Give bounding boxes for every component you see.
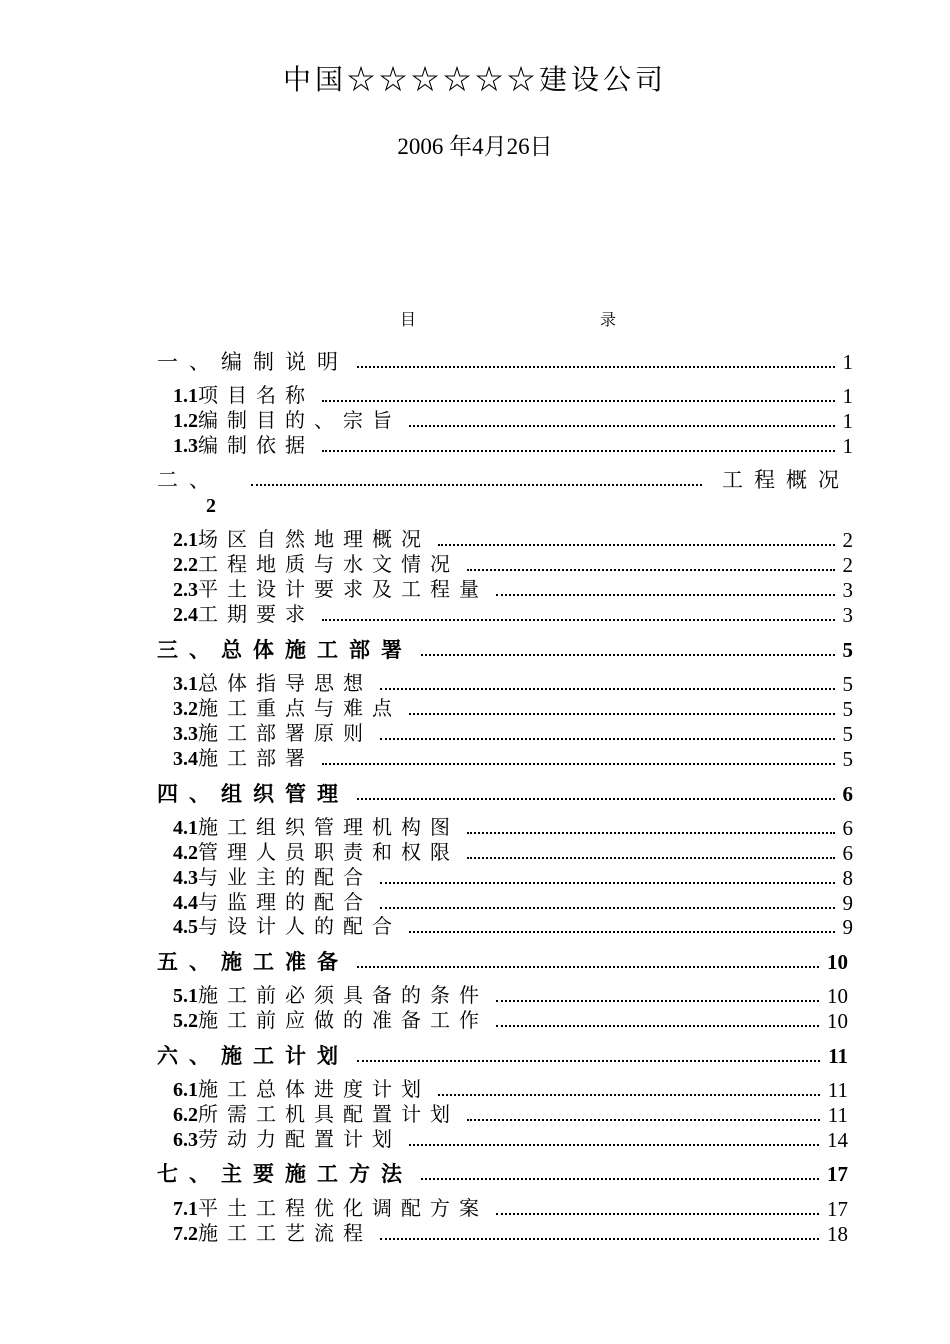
toc-entry-label [173,383,314,408]
toc-entry-text: 平土工程优化调配方案 [198,1196,488,1220]
toc-entry-page: 10 [827,1009,848,1033]
toc-entry-number: 6.3 [173,1129,198,1151]
toc-entry-page: 10 [827,950,848,974]
toc-entry-text: 与业主的配合 [198,865,372,889]
toc-entry-number: 7.2 [173,1223,198,1245]
toc-entry-page: 11 [828,1044,848,1068]
toc-entry-page: 6 [842,841,853,865]
toc-entry-label: 工程概况 [722,468,850,492]
toc-entry-label [157,638,413,662]
toc-section-entry[interactable] [173,747,853,771]
toc-entry-page: 17 [827,1197,848,1221]
toc-entry-number: 1.2 [173,410,198,432]
toc-entry-number: 5.2 [173,1010,198,1032]
toc-dot-leader [438,544,835,546]
toc-entry-label [173,1102,459,1127]
toc-chapter-entry[interactable] [157,782,853,806]
toc-section-entry[interactable] [173,672,853,696]
toc-entry-text: 七、主要施工方法 [157,1161,413,1186]
toc-section-entry[interactable] [173,1197,848,1221]
toc-dot-leader [496,1213,819,1215]
toc-entry-text: 项目名称 [198,383,314,407]
toc-entry-number: 1.3 [173,435,198,457]
toc-entry-page: 9 [842,891,853,915]
toc-chapter-entry[interactable] [157,1044,848,1068]
toc-entry-text: 施工总体进度计划 [198,1077,430,1101]
toc-entry-page: 1 [842,434,853,458]
toc-entry-page: 11 [827,1103,848,1127]
toc-entry-page: 14 [827,1128,848,1152]
toc-dot-leader [380,1238,819,1240]
toc-entry-label [173,433,314,458]
toc-dot-leader [467,832,835,834]
toc-entry-page: 6 [842,782,853,806]
toc-section-entry[interactable] [173,553,853,577]
toc-entry-label: 二、 [157,468,221,492]
toc-title-left: 目 [400,310,417,329]
toc-dot-leader [251,484,702,486]
toc-chapter-entry[interactable] [157,350,853,374]
toc-entry-number: 1.1 [173,385,198,407]
toc-dot-leader [409,1144,819,1146]
toc-entry-page: 5 [842,672,853,696]
toc-entry-page: 1 [842,384,853,408]
toc-section-entry[interactable] [173,841,853,865]
toc-entry-page: 6 [842,816,853,840]
toc-entry-label [173,890,372,915]
toc-entry-label [157,782,349,806]
toc-entry-page: 17 [827,1162,848,1186]
document-date: 2006 年4月26日 [397,134,553,159]
toc-entry-text: 工程地质与水文情况 [198,552,459,576]
toc-section-entry[interactable] [173,722,853,746]
toc-dot-leader [322,763,835,765]
toc-entry-label [173,865,372,890]
toc-dot-leader [421,654,835,656]
toc-entry-text: 施工前应做的准备工作 [198,1008,488,1032]
toc-entry-label [173,1196,488,1221]
toc-section-entry[interactable] [173,1009,848,1033]
toc-section-entry[interactable] [173,915,853,939]
toc-entry-text: 与设计人的配合 [198,914,401,938]
toc-section-entry[interactable] [173,697,853,721]
toc-entry-label [157,950,349,974]
toc-section-entry[interactable] [173,409,853,433]
toc-entry-text: 总体指导思想 [198,671,372,695]
toc-entry-number: 4.5 [173,916,198,938]
toc-entry-text: 施工组织管理机构图 [198,815,459,839]
toc-entry-page: 2 [842,553,853,577]
toc-dot-leader [467,569,835,571]
toc-dot-leader [467,857,835,859]
toc-entry-number: 2.3 [173,579,198,601]
toc-chapter-entry[interactable] [157,638,853,662]
toc-entry-label [173,696,401,721]
company-name: 中国☆☆☆☆☆☆建设公司 [282,63,667,96]
toc-section-entry[interactable] [173,1128,848,1152]
toc-section-entry[interactable] [173,984,848,1008]
toc-entry-page: 18 [827,1222,848,1246]
toc-entry-text: 四、组织管理 [157,781,349,806]
toc-dot-leader [467,1119,820,1121]
toc-dot-leader [496,1025,819,1027]
toc-chapter-entry[interactable] [157,950,848,974]
toc-entry-label [173,408,401,433]
toc-section-entry[interactable] [173,528,853,552]
toc-entry-label [173,721,372,746]
toc-dot-leader [357,798,835,800]
toc-entry-label [173,1127,401,1152]
toc-entry-label [173,1077,430,1102]
toc-entry-text: 施工部署原则 [198,721,372,745]
toc-section-entry[interactable] [173,1078,848,1102]
toc-entry-number: 3.1 [173,673,198,695]
toc-entry-text: 场区自然地理概况 [198,527,430,551]
toc-dot-leader [409,425,835,427]
toc-entry-page: 2 [206,495,216,517]
toc-entry-page: 2 [842,528,853,552]
toc-dot-leader [409,931,835,933]
toc-entry-text: 工期要求 [198,602,314,626]
toc-section-entry[interactable] [173,891,853,915]
toc-entry-number: 3.4 [173,748,198,770]
toc-section-entry[interactable] [173,434,853,458]
toc-dot-leader [380,688,835,690]
toc-entry-text: 与监理的配合 [198,890,372,914]
toc-entry-text: 施工前必须具备的条件 [198,983,488,1007]
toc-entry-text: 劳动力配置计划 [198,1127,401,1151]
toc-entry-number: 3.3 [173,723,198,745]
toc-entry-label [157,350,349,374]
toc-entry-label [173,840,459,865]
toc-entry-text: 一、编制说明 [157,350,349,374]
toc-entry-page: 8 [842,866,853,890]
toc-entry-number: 4.2 [173,842,198,864]
toc-entry-number: 2.2 [173,554,198,576]
toc-section-entry[interactable] [173,1103,848,1127]
toc-entry-label [173,527,430,552]
toc-entry-label [173,914,401,939]
toc-entry-number: 6.1 [173,1079,198,1101]
toc-entry-text: 三、总体施工部署 [157,637,413,662]
toc-entry-text: 施工重点与难点 [198,696,401,720]
toc-entry-text: 施工部署 [198,746,314,770]
toc-entry-label [173,746,314,771]
toc-dot-leader [357,966,819,968]
toc-entry-text: 所需工机具配置计划 [198,1102,459,1126]
toc-dot-leader [496,594,835,596]
toc-entry-number: 3.2 [173,698,198,720]
toc-entry-text: 五、施工准备 [157,949,349,974]
toc-dot-leader [380,907,835,909]
toc-dot-leader [496,1000,819,1002]
toc-dot-leader [357,1060,820,1062]
toc-entry-page: 10 [827,984,848,1008]
toc-entry-label [173,602,314,627]
toc-entry-page: 3 [842,603,853,627]
toc-section-entry[interactable] [173,603,853,627]
toc-entry-number: 4.4 [173,892,198,914]
toc-entry-number: 4.3 [173,867,198,889]
toc-entry-number: 2.1 [173,529,198,551]
toc-dot-leader [322,619,835,621]
toc-dot-leader [357,366,835,368]
toc-entry-number: 6.2 [173,1104,198,1126]
toc-entry-text: 施工工艺流程 [198,1221,372,1245]
toc-dot-leader [322,400,835,402]
toc-entry-page: 5 [842,747,853,771]
toc-section-entry[interactable] [173,384,853,408]
toc-entry-page: 5 [842,638,853,662]
toc-entry-page: 9 [842,915,853,939]
toc-entry-text: 编制依据 [198,433,314,457]
toc-section-entry[interactable] [173,578,853,602]
toc-entry-page: 11 [827,1078,848,1102]
toc-entry-label [173,983,488,1008]
toc-entry-page: 5 [842,697,853,721]
toc-entry-page: 1 [842,350,853,374]
toc-entry-text: 六、施工计划 [157,1043,349,1068]
toc-chapter-entry[interactable] [157,1162,848,1186]
toc-entry-number: 2.4 [173,604,198,626]
toc-title-right: 录 [600,310,617,329]
toc-dot-leader [438,1094,820,1096]
toc-entry-page: 1 [842,409,853,433]
toc-section-entry[interactable] [173,816,853,840]
toc-entry-label [173,577,488,602]
toc-entry-number: 5.1 [173,985,198,1007]
toc-entry-page: 3 [842,578,853,602]
toc-entry-text: 平土设计要求及工程量 [198,577,488,601]
toc-entry-label [173,552,459,577]
toc-entry-page: 5 [842,722,853,746]
toc-entry-label [173,1008,488,1033]
toc-dot-leader [380,738,835,740]
toc-entry-number: 4.1 [173,817,198,839]
toc-chapter-entry[interactable] [157,468,850,492]
toc-dot-leader [322,450,835,452]
toc-dot-leader [409,713,835,715]
toc-entry-label [173,815,459,840]
toc-dot-leader [380,882,835,884]
toc-entry-label [157,1162,413,1186]
toc-section-entry[interactable] [173,1222,848,1246]
toc-section-entry[interactable] [173,866,853,890]
toc-dot-leader [421,1178,819,1180]
toc-entry-label [173,1221,372,1246]
toc-entry-label [173,671,372,696]
toc-entry-number: 7.1 [173,1198,198,1220]
toc-entry-text: 编制目的、宗旨 [198,408,401,432]
toc-entry-text: 管理人员职责和权限 [198,840,459,864]
toc-entry-label [157,1044,349,1068]
